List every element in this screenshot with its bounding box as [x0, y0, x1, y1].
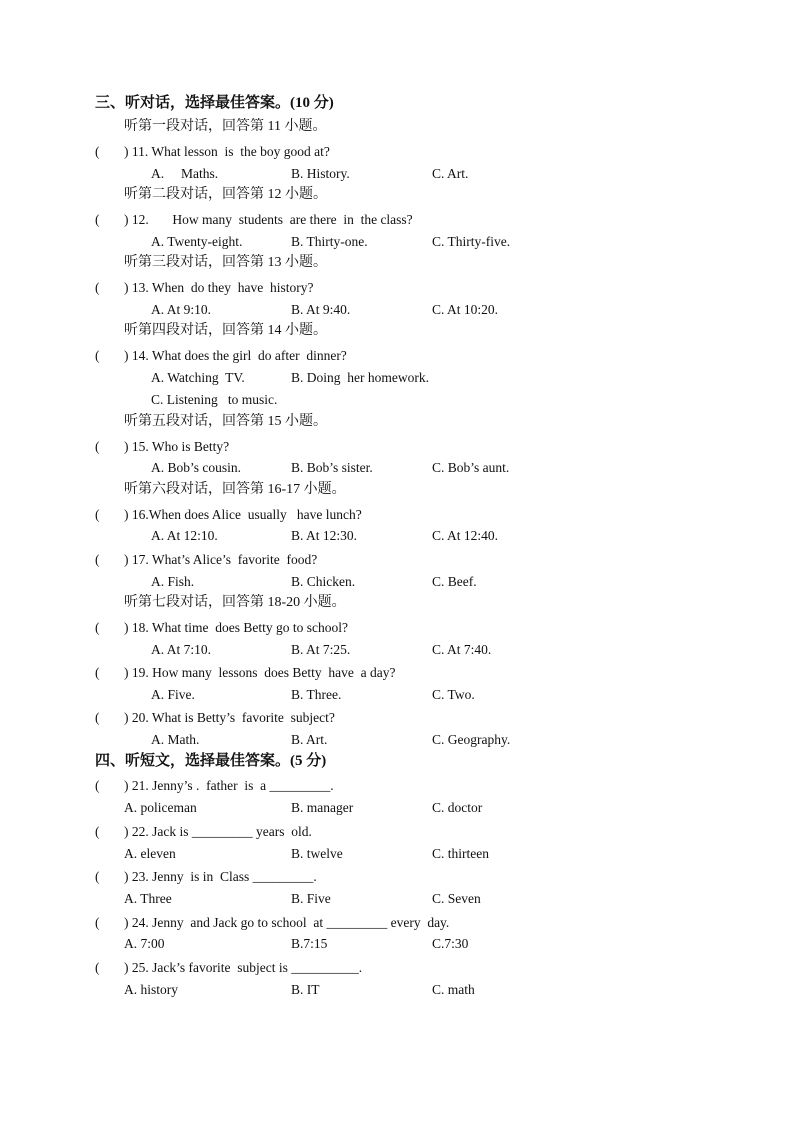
answer-paren: ( — [95, 778, 100, 793]
option-b: B. Art. — [291, 732, 328, 747]
option-b: B. Thirty-one. — [291, 234, 368, 249]
option-a: A. Fish. — [151, 574, 195, 589]
question-15: ) 15. Who is Betty? — [124, 439, 230, 454]
option-a: A. Twenty-eight. — [151, 234, 243, 249]
question-16: ) 16.When does Alice usually have lunch? — [124, 507, 362, 522]
option-c: C. Two. — [432, 687, 475, 702]
answer-paren: ( — [95, 824, 100, 839]
dialog-7-instruction: 听第七段对话，回答第 18-20 小题。 — [124, 595, 346, 610]
answer-paren: ( — [95, 439, 100, 454]
option-c: C. Bob’s aunt. — [432, 460, 510, 475]
question-21: ) 21. Jenny’s . father is a _________. — [124, 778, 334, 793]
question-18: ) 18. What time does Betty go to school? — [124, 620, 348, 635]
answer-paren: ( — [95, 915, 100, 930]
option-c: C. Geography. — [432, 732, 511, 747]
option-a: A. eleven — [124, 846, 176, 861]
answer-paren: ( — [95, 144, 100, 159]
option-c: C. Thirty-five. — [432, 234, 511, 249]
answer-paren: ( — [95, 348, 100, 363]
option-b: B. At 9:40. — [291, 302, 351, 317]
dialog-3-instruction: 听第三段对话，回答第 13 小题。 — [124, 255, 327, 270]
question-13: ) 13. When do they have history? — [124, 280, 314, 295]
question-22: ) 22. Jack is _________ years old. — [124, 824, 312, 839]
answer-paren: ( — [95, 552, 100, 567]
question-23: ) 23. Jenny is in Class _________. — [124, 869, 317, 884]
option-b: B. Chicken. — [291, 574, 356, 589]
dialog-6-instruction: 听第六段对话，回答第 16-17 小题。 — [124, 482, 346, 497]
option-a: A. Bob’s cousin. — [151, 460, 242, 475]
option-a: A. history — [124, 982, 178, 997]
option-a: A. Math. — [151, 732, 200, 747]
answer-paren: ( — [95, 960, 100, 975]
question-24: ) 24. Jenny and Jack go to school at _________ every day. — [124, 915, 450, 930]
option-c: C. Art. — [432, 166, 469, 181]
option-a: A. At 9:10. — [151, 302, 212, 317]
question-25: ) 25. Jack’s favorite subject is __________. — [124, 960, 363, 975]
dialog-4-instruction: 听第四段对话，回答第 14 小题。 — [124, 323, 327, 338]
dialog-2-instruction: 听第二段对话，回答第 12 小题。 — [124, 187, 327, 202]
answer-paren: ( — [95, 710, 100, 725]
option-a: A. 7:00 — [124, 936, 165, 951]
option-c: C. thirteen — [432, 846, 489, 861]
question-17: ) 17. What’s Alice’s favorite food? — [124, 552, 318, 567]
answer-paren: ( — [95, 620, 100, 635]
question-11: ) 11. What lesson is the boy good at? — [124, 144, 330, 159]
question-12: ) 12. How many students are there in the class? — [124, 212, 413, 227]
option-a: A. At 7:10. — [151, 642, 212, 657]
option-b: B. Bob’s sister. — [291, 460, 373, 475]
option-b: B. Doing her homework. — [291, 370, 429, 385]
option-b: B. History. — [291, 166, 350, 181]
dialog-5-instruction: 听第五段对话，回答第 15 小题。 — [124, 414, 327, 429]
option-b: B. IT — [291, 982, 320, 997]
answer-paren: ( — [95, 507, 100, 522]
answer-paren: ( — [95, 212, 100, 227]
option-a: A. Watching TV. — [151, 370, 245, 385]
answer-paren: ( — [95, 280, 100, 295]
option-c: C. At 12:40. — [432, 528, 499, 543]
dialog-1-instruction: 听第一段对话，回答第 11 小题。 — [124, 119, 327, 134]
question-19: ) 19. How many lessons does Betty have a day? — [124, 665, 396, 680]
section-4-heading: 四、听短文，选择最佳答案。(5 分) — [95, 753, 327, 769]
option-c: C. At 7:40. — [432, 642, 492, 657]
option-a: A. policeman — [124, 800, 197, 815]
option-c: C. Beef. — [432, 574, 477, 589]
answer-paren: ( — [95, 869, 100, 884]
option-b: B. Five — [291, 891, 331, 906]
option-c: C. Seven — [432, 891, 481, 906]
option-c: C. math — [432, 982, 475, 997]
section-3-heading: 三、听对话，选择最佳答案。(10 分) — [95, 95, 334, 111]
question-14: ) 14. What does the girl do after dinner? — [124, 348, 347, 363]
answer-paren: ( — [95, 665, 100, 680]
question-20: ) 20. What is Betty’s favorite subject? — [124, 710, 335, 725]
option-b: B. twelve — [291, 846, 343, 861]
option-a: A. At 12:10. — [151, 528, 218, 543]
option-b: B. Three. — [291, 687, 342, 702]
option-a: A. Maths. — [151, 166, 219, 181]
option-b: B.7:15 — [291, 936, 328, 951]
option-c: C. At 10:20. — [432, 302, 499, 317]
option-b: B. At 12:30. — [291, 528, 358, 543]
option-b: B. At 7:25. — [291, 642, 351, 657]
option-c: C. Listening to music. — [151, 392, 278, 407]
option-a: A. Three — [124, 891, 172, 906]
option-c: C.7:30 — [432, 936, 469, 951]
option-a: A. Five. — [151, 687, 195, 702]
option-c: C. doctor — [432, 800, 483, 815]
option-b: B. manager — [291, 800, 354, 815]
